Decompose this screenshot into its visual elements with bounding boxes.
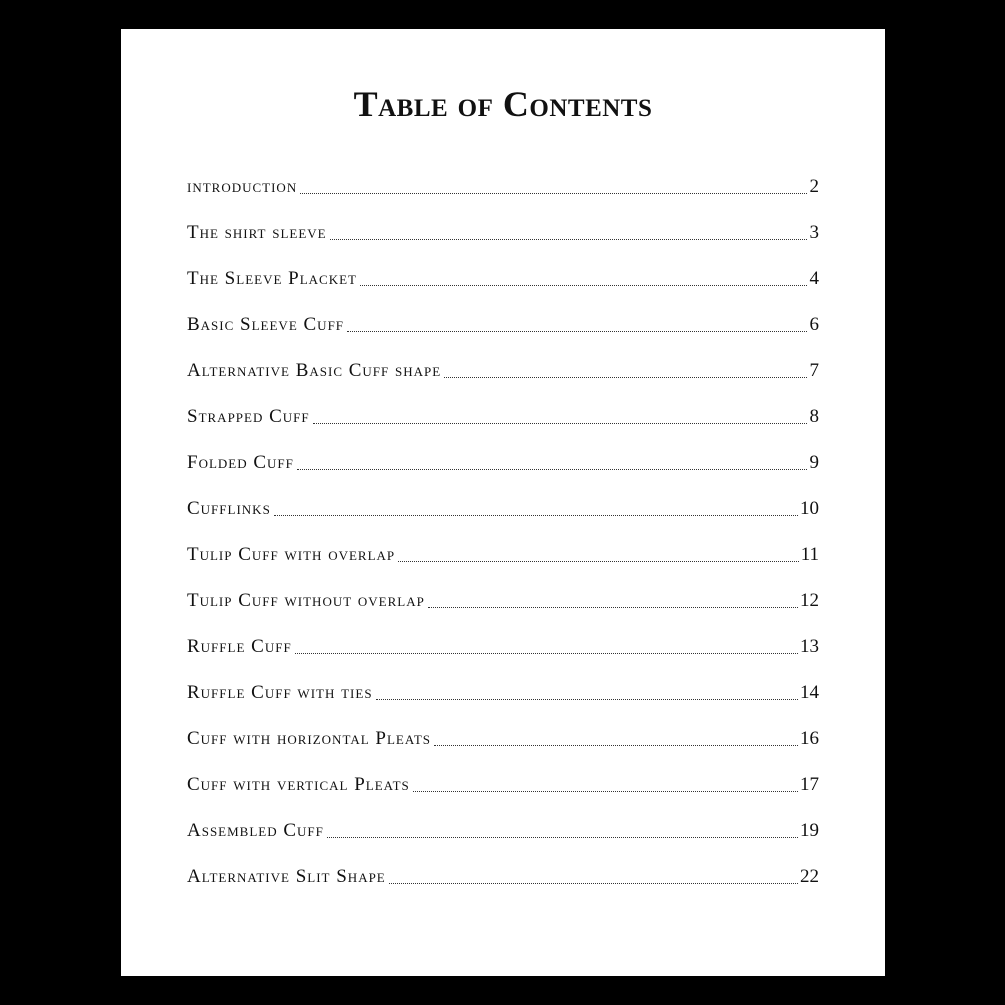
toc-entry-label: introduction	[187, 176, 298, 197]
dot-leader	[300, 193, 807, 194]
dot-leader	[327, 837, 798, 838]
dot-leader	[434, 745, 798, 746]
toc-list	[187, 154, 819, 890]
dot-leader	[360, 285, 807, 286]
toc-entry	[187, 430, 819, 476]
toc-entry-page: 10	[800, 498, 819, 519]
toc-entry-label: Ruffle Cuff	[187, 636, 292, 657]
toc-entry-label: Tulip Cuff with overlap	[187, 544, 396, 565]
toc-entry-page: 8	[809, 406, 819, 427]
toc-entry-label: Assembled Cuff	[187, 820, 324, 841]
toc-entry	[187, 292, 819, 338]
dot-leader	[376, 699, 798, 700]
toc-entry	[187, 660, 819, 706]
toc-entry-label: Tulip Cuff without overlap	[187, 590, 425, 611]
toc-entry-page: 11	[800, 544, 819, 565]
toc-entry-page: 12	[800, 590, 819, 611]
toc-entry-label: Folded Cuff	[187, 452, 294, 473]
toc-entry-page: 19	[800, 820, 819, 841]
toc-entry-label: Cufflinks	[187, 498, 271, 519]
page-title: Table of Contents	[353, 84, 653, 124]
toc-entry	[187, 706, 819, 752]
toc-entry-page: 22	[800, 866, 819, 887]
dot-leader	[428, 607, 798, 608]
dot-leader	[295, 653, 798, 654]
toc-entry-page: 2	[809, 176, 819, 197]
document-page	[121, 29, 885, 976]
toc-entry-label: Alternative Slit Shape	[187, 866, 386, 887]
dot-leader	[347, 331, 807, 332]
dot-leader	[398, 561, 799, 562]
toc-entry-page: 3	[809, 222, 819, 243]
toc-entry-label: Alternative Basic Cuff shape	[187, 360, 442, 381]
dot-leader	[313, 423, 807, 424]
toc-entry-page: 9	[809, 452, 819, 473]
toc-entry-page: 6	[809, 314, 819, 335]
toc-entry-page: 13	[800, 636, 819, 657]
dot-leader	[413, 791, 798, 792]
toc-entry-label: Basic Sleeve Cuff	[187, 314, 345, 335]
toc-entry-page: 7	[809, 360, 819, 381]
toc-entry-page: 14	[800, 682, 819, 703]
dot-leader	[297, 469, 807, 470]
toc-entry-label: Cuff with horizontal Pleats	[187, 728, 431, 749]
toc-entry-label: Strapped Cuff	[187, 406, 310, 427]
toc-entry-label: Cuff with vertical Pleats	[187, 774, 410, 795]
toc-entry	[187, 614, 819, 660]
toc-entry	[187, 844, 819, 890]
toc-entry	[187, 798, 819, 844]
toc-entry-page: 4	[809, 268, 819, 289]
dot-leader	[274, 515, 798, 516]
toc-entry	[187, 476, 819, 522]
toc-entry	[187, 752, 819, 798]
toc-entry-label: Ruffle Cuff with ties	[187, 682, 373, 703]
dot-leader	[444, 377, 807, 378]
toc-entry-page: 17	[800, 774, 819, 795]
toc-entry-page: 16	[800, 728, 819, 749]
toc-entry	[187, 338, 819, 384]
toc-entry	[187, 154, 819, 200]
toc-entry	[187, 246, 819, 292]
dot-leader	[389, 883, 798, 884]
toc-entry-label: The shirt sleeve	[187, 222, 327, 243]
dot-leader	[330, 239, 807, 240]
toc-entry	[187, 384, 819, 430]
toc-entry	[187, 200, 819, 246]
toc-entry	[187, 522, 819, 568]
toc-entry	[187, 568, 819, 614]
toc-entry-label: The Sleeve Placket	[187, 268, 357, 289]
